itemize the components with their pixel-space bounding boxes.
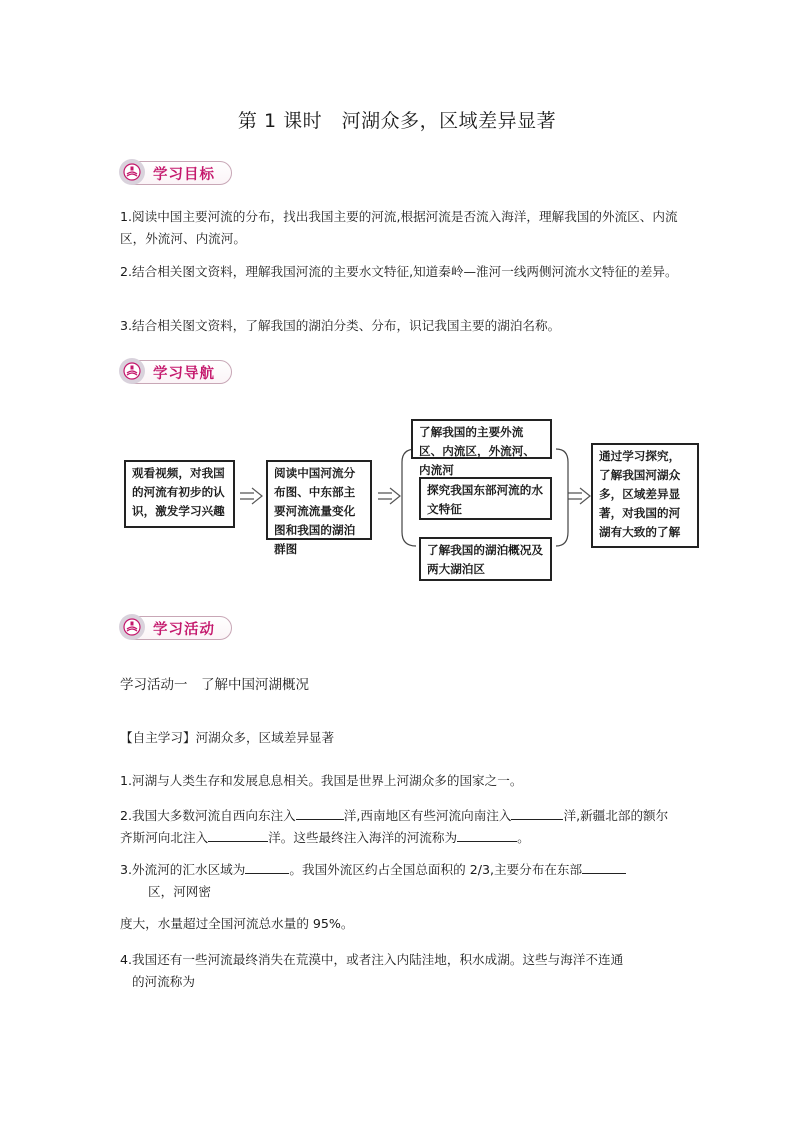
goal-item: 1.阅读中国主要河流的分布，找出我国主要的河流,根据河流是否流入海洋，理解我国的外流区、内流区，外流河、内流河。 [120, 209, 678, 246]
arrow-icon [378, 488, 400, 504]
arrow-icon [240, 488, 262, 504]
left-bracket [402, 449, 416, 546]
item-text: 的河流称为 [132, 974, 195, 989]
goal-item: 2.结合相关图文资料，理解我国河流的主要水文特征,知道秦岭—淮河一线两侧河流水文特征的差异。 [120, 264, 678, 279]
arrow-icon [568, 488, 590, 504]
activity-heading: 学习活动一 了解中国河湖概况 [120, 677, 309, 693]
item-text: 3.外流河的汇水区域为 [120, 862, 246, 877]
section-title: 学习活动 [153, 621, 215, 638]
activity-item-3 [120, 859, 680, 903]
section-badge-activity [122, 616, 232, 640]
blank-field[interactable] [245, 859, 289, 874]
activity-item-1: 1.河湖与人类生存和发展息息相关。我国是世界上河湖众多的国家之一。 [120, 773, 523, 788]
item-text: 洋,新疆北部的额尔齐斯河向北注入 [120, 808, 669, 845]
blank-field[interactable] [582, 859, 626, 874]
activity-item-3-cont: 度大，水量超过全国河流总水量的 95%。 [120, 916, 354, 931]
item-text: 2.我国大多数河流自西向东注入 [120, 808, 296, 823]
blank-field[interactable] [457, 827, 517, 842]
item-text: 。我国外流区约占全国总面积的 2/3,主要分布在东部 [289, 862, 583, 877]
blank-field[interactable] [208, 827, 268, 842]
activity-subheading: 【自主学习】河湖众多，区域差异显著 [120, 730, 335, 745]
item-text: 洋。这些最终注入海洋的河流称为 [268, 830, 458, 845]
page-title: 第 1 课时 河湖众多，区域差异显著 [237, 110, 557, 132]
flow-box-4: 通过学习探究，了解我国河湖众多，区域差异显著，对我国的河湖有大致的了解 [591, 443, 699, 548]
flow-box-3b: 探究我国东部河流的水文特征 [419, 477, 552, 520]
blank-field[interactable] [511, 805, 563, 820]
item-text: 区，河网密 [148, 884, 211, 899]
flow-box-3c: 了解我国的湖泊概况及两大湖泊区 [419, 537, 552, 581]
item-text: 洋,西南地区有些河流向南注入 [343, 808, 512, 823]
section-title: 学习目标 [153, 166, 215, 183]
right-bracket [556, 449, 568, 546]
book-icon [119, 614, 145, 640]
flow-box-3a: 了解我国的主要外流区、内流区，外流河、内流河 [411, 419, 552, 459]
item-text: 。 [517, 830, 530, 845]
activity-item-2 [120, 805, 680, 849]
section-title: 学习导航 [153, 365, 215, 382]
activity-item-4 [120, 949, 700, 993]
blank-field[interactable] [296, 805, 344, 820]
flow-box-1: 观看视频，对我国的河流有初步的认识，激发学习兴趣 [124, 460, 235, 528]
flow-box-2: 阅读中国河流分布图、中东部主要河流流量变化图和我国的湖泊群图 [266, 460, 372, 540]
goal-item: 3.结合相关图文资料，了解我国的湖泊分类、分布，识记我国主要的湖泊名称。 [120, 318, 561, 333]
item-text: 4.我国还有一些河流最终消失在荒漠中，或者注入内陆洼地，积水成湖。这些与海洋不连通 [120, 952, 624, 967]
